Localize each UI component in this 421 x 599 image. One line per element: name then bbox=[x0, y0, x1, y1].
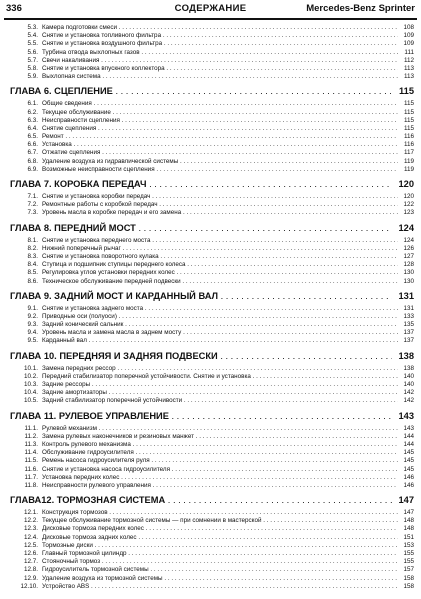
toc-entry bbox=[10, 389, 414, 397]
chapter-title: ГЛАВА 6. СЦЕПЛЕНИЕ . . . bbox=[10, 85, 392, 97]
section-page: 126 bbox=[403, 244, 414, 252]
page-title: СОДЕРЖАНИЕ bbox=[174, 3, 247, 14]
section-number: 8.4. bbox=[27, 261, 38, 269]
chapter-heading bbox=[10, 290, 414, 302]
toc-entry bbox=[10, 321, 414, 329]
section-page: 143 bbox=[403, 424, 414, 432]
section-page: 153 bbox=[403, 541, 414, 549]
toc-entry bbox=[10, 49, 414, 57]
section-number: 6.2. bbox=[27, 108, 38, 116]
section-number: 7.3. bbox=[27, 209, 38, 217]
brand-label: Mercedes-Benz Sprinter bbox=[306, 3, 415, 14]
section-title: Снятие и установка воздушного фильтра . . . bbox=[42, 40, 398, 48]
section-number: 6.6. bbox=[27, 141, 38, 149]
section-page: 140 bbox=[403, 381, 414, 388]
section-page: 116 bbox=[403, 141, 414, 149]
section-number: 12.4. bbox=[23, 533, 38, 541]
section-page: 111 bbox=[404, 48, 414, 56]
section-title: Снятие и установка поворотного кулака . . . bbox=[42, 253, 398, 261]
section-title: Обслуживание гидроусилителя . . . bbox=[42, 449, 398, 457]
chapter-title: ГЛАВА 10. ПЕРЕДНЯЯ И ЗАДНЯЯ ПОДВЕСКИ . . . bbox=[10, 350, 392, 362]
toc-entry bbox=[10, 575, 414, 583]
toc-entry bbox=[10, 337, 414, 345]
section-number: 10.2. bbox=[23, 372, 38, 380]
section-page: 112 bbox=[403, 56, 414, 64]
chapter-heading bbox=[10, 222, 414, 234]
section-number: 9.3. bbox=[27, 321, 38, 329]
section-number: 5.3. bbox=[27, 24, 38, 31]
chapter-title: ГЛАВА 11. РУЛЕВОЕ УПРАВЛЕНИЕ . . . bbox=[10, 410, 392, 422]
toc-entry bbox=[10, 558, 414, 566]
toc-entry bbox=[10, 474, 414, 482]
chapter-heading bbox=[10, 494, 414, 506]
section-page: 115 bbox=[403, 124, 414, 132]
section-page: 113 bbox=[403, 73, 414, 81]
section-page: 120 bbox=[403, 193, 414, 200]
section-page: 116 bbox=[403, 133, 414, 141]
section-title: Дисковые тормоза задних колес . . . bbox=[42, 534, 398, 542]
toc-entry bbox=[10, 125, 414, 133]
section-number: 11.8. bbox=[24, 481, 38, 489]
section-title: Гидроусилитель тормозной системы . . . bbox=[42, 566, 398, 574]
section-title: Нижний поперечный рычаг . . . bbox=[42, 245, 398, 253]
section-page: 158 bbox=[403, 582, 414, 590]
section-title: Ступица и подшипник ступицы переднего колеса . . . bbox=[42, 261, 398, 269]
toc-entry bbox=[10, 117, 414, 125]
toc-entry bbox=[10, 166, 414, 174]
section-title: Контроль рулевого механизма . . . bbox=[42, 441, 398, 449]
section-number: 6.7. bbox=[27, 149, 38, 157]
section-page: 115 bbox=[403, 108, 414, 116]
toc-entry bbox=[10, 57, 414, 65]
section-number: 8.2. bbox=[27, 244, 38, 252]
section-title: Замена рулевых наконечников и резиновых манжет . . . bbox=[42, 433, 398, 441]
section-title: Выхлопная система . . . bbox=[42, 73, 398, 81]
section-number: 10.4. bbox=[23, 389, 38, 397]
toc-entry bbox=[10, 209, 414, 217]
chapter-title: ГЛАВА 9. ЗАДНИЙ МОСТ И КАРДАННЫЙ ВАЛ . . . bbox=[10, 290, 392, 302]
section-page: 115 bbox=[403, 116, 414, 124]
section-title: Уровень масла и замена масла в заднем мосту . . . bbox=[42, 329, 398, 337]
section-number: 6.4. bbox=[27, 124, 38, 132]
toc-entry bbox=[10, 245, 414, 253]
running-header bbox=[4, 3, 417, 16]
toc-entry bbox=[10, 65, 414, 73]
section-number: 8.3. bbox=[27, 252, 38, 260]
section-number: 9.5. bbox=[27, 337, 38, 345]
toc-entry bbox=[10, 441, 414, 449]
section-title: Устройство ABS . . . bbox=[42, 583, 398, 591]
chapter-heading bbox=[10, 350, 414, 362]
section-number: 5.5. bbox=[27, 40, 38, 48]
section-page: 109 bbox=[403, 32, 414, 40]
section-number: 10.1. bbox=[23, 364, 38, 372]
chapter-title: ГЛАВА12. ТОРМОЗНАЯ СИСТЕМА . . . bbox=[10, 494, 392, 506]
section-title: Техническое обслуживание передней подвески . . . bbox=[42, 278, 398, 286]
chapter-page: 131 bbox=[398, 290, 414, 301]
section-title: Удаление воздуха из гидравлической системы . . . bbox=[42, 158, 398, 166]
toc-entry bbox=[10, 534, 414, 542]
section-title: Турбина отвода выхлопных газов . . . bbox=[42, 49, 398, 57]
toc-entry bbox=[10, 278, 414, 286]
section-page: 124 bbox=[403, 236, 414, 244]
section-number: 6.9. bbox=[27, 165, 38, 173]
section-number: 5.9. bbox=[27, 73, 38, 81]
section-title: Уровень масла в коробке передач и его замена . . . bbox=[42, 209, 398, 217]
section-page: 119 bbox=[403, 165, 414, 173]
section-number: 12.8. bbox=[23, 566, 38, 574]
section-title: Приводные оси (полуоси) . . . bbox=[42, 313, 398, 321]
section-title: Стояночный тормоз . . . bbox=[42, 558, 398, 566]
section-number: 9.1. bbox=[27, 304, 38, 312]
toc-entry bbox=[10, 517, 414, 525]
section-number: 12.6. bbox=[23, 550, 38, 557]
section-title: Возможные неисправности сцепления . . . bbox=[42, 166, 398, 174]
section-number: 9.2. bbox=[27, 312, 38, 320]
section-number: 7.2. bbox=[27, 201, 38, 209]
section-page: 122 bbox=[403, 201, 414, 209]
section-page: 142 bbox=[403, 397, 414, 405]
section-page: 137 bbox=[403, 329, 414, 337]
section-number: 6.3. bbox=[27, 116, 38, 124]
chapter-heading bbox=[10, 178, 414, 190]
section-page: 117 bbox=[403, 149, 414, 157]
toc-entry bbox=[10, 133, 414, 141]
section-page: 130 bbox=[403, 269, 414, 277]
section-number: 12.10. bbox=[20, 582, 38, 590]
toc-entry bbox=[10, 40, 414, 48]
section-number: 5.7. bbox=[27, 56, 38, 64]
section-page: 151 bbox=[403, 533, 414, 541]
toc-entry bbox=[10, 158, 414, 166]
section-title: Снятие сцепления . . . bbox=[42, 125, 398, 133]
section-number: 12.2. bbox=[23, 517, 38, 525]
toc-entry bbox=[10, 482, 414, 490]
toc-entry bbox=[10, 542, 414, 550]
section-number: 9.4. bbox=[27, 329, 38, 337]
toc-entry bbox=[10, 305, 414, 313]
toc-entry bbox=[10, 550, 414, 558]
section-number: 12.9. bbox=[23, 574, 38, 582]
section-page: 109 bbox=[403, 40, 414, 48]
page-number: 336 bbox=[6, 3, 22, 14]
section-title: Удаление воздуха из тормозной системы . . . bbox=[42, 575, 398, 583]
section-page: 144 bbox=[403, 432, 414, 440]
section-title: Главный тормозной цилиндр . . . bbox=[42, 550, 398, 558]
section-number: 10.3. bbox=[23, 381, 38, 388]
section-title: Задний конический сальник . . . bbox=[42, 321, 398, 329]
section-title: Снятие и установка коробки передач . . . bbox=[42, 193, 398, 201]
section-page: 157 bbox=[403, 566, 414, 574]
section-number: 5.6. bbox=[27, 48, 38, 56]
section-number: 12.7. bbox=[23, 558, 38, 566]
chapter-page: 138 bbox=[398, 350, 414, 361]
section-title: Камера подготовки смеси . . . bbox=[42, 24, 398, 32]
toc-entry bbox=[10, 253, 414, 261]
chapter-page: 124 bbox=[398, 222, 414, 233]
chapter-title: ГЛАВА 8. ПЕРЕДНИЙ МОСТ . . . bbox=[10, 222, 392, 234]
section-page: 128 bbox=[403, 261, 414, 269]
section-number: 11.3. bbox=[24, 440, 38, 448]
section-title: Передний стабилизатор поперечной устойчивости. Снятие и установка . . . bbox=[42, 373, 398, 381]
section-page: 146 bbox=[403, 481, 414, 489]
section-page: 115 bbox=[403, 100, 414, 108]
toc-entry bbox=[10, 566, 414, 574]
table-of-contents bbox=[10, 24, 414, 591]
section-page: 146 bbox=[403, 473, 414, 481]
toc-entry bbox=[10, 329, 414, 337]
section-title: Установка передних колес . . . bbox=[42, 474, 398, 482]
section-page: 144 bbox=[403, 440, 414, 448]
header-rule bbox=[4, 18, 417, 20]
section-title: Замена передних рессор . . . bbox=[42, 365, 398, 373]
section-number: 6.8. bbox=[27, 157, 38, 165]
toc-entry bbox=[10, 449, 414, 457]
section-number: 12.1. bbox=[23, 509, 38, 517]
section-page: 158 bbox=[403, 574, 414, 582]
section-number: 5.8. bbox=[27, 64, 38, 72]
toc-entry bbox=[10, 237, 414, 245]
section-title: Снятие и установка заднего моста . . . bbox=[42, 305, 398, 313]
section-number: 11.7. bbox=[24, 473, 38, 481]
section-page: 140 bbox=[403, 372, 414, 380]
section-page: 148 bbox=[403, 525, 414, 533]
chapter-page: 147 bbox=[398, 495, 414, 506]
section-title: Ремень насоса гидроусилителя руля . . . bbox=[42, 457, 398, 465]
section-number: 12.5. bbox=[23, 541, 38, 549]
section-number: 11.6. bbox=[24, 465, 38, 473]
toc-entry bbox=[10, 381, 414, 389]
section-title: Установка . . . bbox=[42, 141, 398, 149]
section-title: Дисковые тормоза передних колес . . . bbox=[42, 525, 398, 533]
section-page: 155 bbox=[403, 558, 414, 566]
section-number: 11.5. bbox=[24, 457, 38, 465]
section-page: 108 bbox=[403, 24, 414, 31]
section-page: 130 bbox=[403, 277, 414, 285]
section-title: Регулировка углов установки передних колес . . . bbox=[42, 269, 398, 277]
section-page: 145 bbox=[403, 457, 414, 465]
section-number: 6.1. bbox=[27, 100, 38, 108]
section-title: Общие сведения . . . bbox=[42, 100, 398, 108]
section-number: 8.6. bbox=[27, 277, 38, 285]
section-number: 8.5. bbox=[27, 269, 38, 277]
toc-entry bbox=[10, 397, 414, 405]
toc-entry bbox=[10, 261, 414, 269]
section-title: Снятие и установка топливного фильтра . . . bbox=[42, 32, 398, 40]
section-title: Снятие и установка насоса гидроусилителя . . . bbox=[42, 466, 398, 474]
section-number: 11.2. bbox=[24, 432, 38, 440]
toc-entry bbox=[10, 313, 414, 321]
section-page: 119 bbox=[403, 157, 414, 165]
section-title: Ремонт . . . bbox=[42, 133, 398, 141]
toc-entry bbox=[10, 109, 414, 117]
toc-entry bbox=[10, 425, 414, 433]
section-title: Отжатие сцепления . . . bbox=[42, 149, 398, 157]
toc-entry bbox=[10, 466, 414, 474]
toc-entry bbox=[10, 433, 414, 441]
toc-entry bbox=[10, 457, 414, 465]
section-page: 123 bbox=[403, 209, 414, 217]
toc-entry bbox=[10, 201, 414, 209]
toc-entry bbox=[10, 509, 414, 517]
chapter-page: 120 bbox=[398, 179, 414, 189]
section-title: Ремонтные работы с коробкой передач . . . bbox=[42, 201, 398, 209]
section-page: 138 bbox=[403, 364, 414, 372]
section-page: 113 bbox=[403, 64, 414, 72]
toc-entry bbox=[10, 373, 414, 381]
section-title: Неисправности рулевого управления . . . bbox=[42, 482, 398, 490]
toc-entry bbox=[10, 149, 414, 157]
section-number: 12.3. bbox=[23, 525, 38, 533]
section-number: 5.4. bbox=[27, 32, 38, 40]
toc-entry bbox=[10, 193, 414, 201]
section-number: 11.1. bbox=[24, 424, 38, 432]
section-number: 10.5. bbox=[23, 397, 38, 405]
section-title: Конструкция тормозов . . . bbox=[42, 509, 398, 517]
chapter-page: 115 bbox=[399, 86, 414, 97]
toc-entry bbox=[10, 269, 414, 277]
section-number: 8.1. bbox=[27, 236, 38, 244]
section-page: 147 bbox=[403, 509, 414, 517]
section-title: Неисправности сцепления . . . bbox=[42, 117, 398, 125]
toc-entry bbox=[10, 100, 414, 108]
section-title: Задний стабилизатор поперечной устойчивости . . . bbox=[42, 397, 398, 405]
toc-entry bbox=[10, 583, 414, 591]
section-title: Карданный вал . . . bbox=[42, 337, 398, 345]
section-page: 155 bbox=[403, 550, 414, 557]
section-title: Задние амортизаторы . . . bbox=[42, 389, 398, 397]
toc-entry bbox=[10, 365, 414, 373]
section-page: 127 bbox=[403, 252, 414, 260]
chapter-heading bbox=[10, 410, 414, 422]
toc-entry bbox=[10, 24, 414, 32]
section-title: Текущее обслуживание . . . bbox=[42, 109, 398, 117]
section-page: 148 bbox=[403, 517, 414, 525]
toc-entry bbox=[10, 525, 414, 533]
section-number: 6.5. bbox=[27, 133, 38, 141]
section-page: 142 bbox=[403, 389, 414, 397]
chapter-page: 143 bbox=[398, 410, 414, 421]
section-number: 7.1. bbox=[27, 193, 38, 200]
section-page: 137 bbox=[403, 337, 414, 345]
section-page: 145 bbox=[403, 465, 414, 473]
toc-entry bbox=[10, 141, 414, 149]
section-number: 11.4. bbox=[24, 449, 38, 457]
section-title: Задние рессоры . . . bbox=[42, 381, 398, 389]
section-title: Тормозные диски . . . bbox=[42, 542, 398, 550]
chapter-heading bbox=[10, 85, 414, 97]
section-title: Текущее обслуживание тормозной системы — при сомнении в мастерской . . . bbox=[42, 517, 398, 525]
section-page: 145 bbox=[403, 449, 414, 457]
toc-entry bbox=[10, 73, 414, 81]
section-title: Рулевой механизм . . . bbox=[42, 425, 398, 433]
section-page: 133 bbox=[403, 312, 414, 320]
toc-entry bbox=[10, 32, 414, 40]
section-title: Свечи накаливания . . . bbox=[42, 57, 398, 65]
section-title: Снятие и установка переднего моста . . . bbox=[42, 237, 398, 245]
chapter-title: ГЛАВА 7. КОРОБКА ПЕРЕДАЧ . . . bbox=[10, 178, 392, 190]
section-title: Снятие и установка впускного коллектора . . . bbox=[42, 65, 398, 73]
section-page: 131 bbox=[403, 304, 414, 312]
section-page: 135 bbox=[403, 321, 414, 329]
